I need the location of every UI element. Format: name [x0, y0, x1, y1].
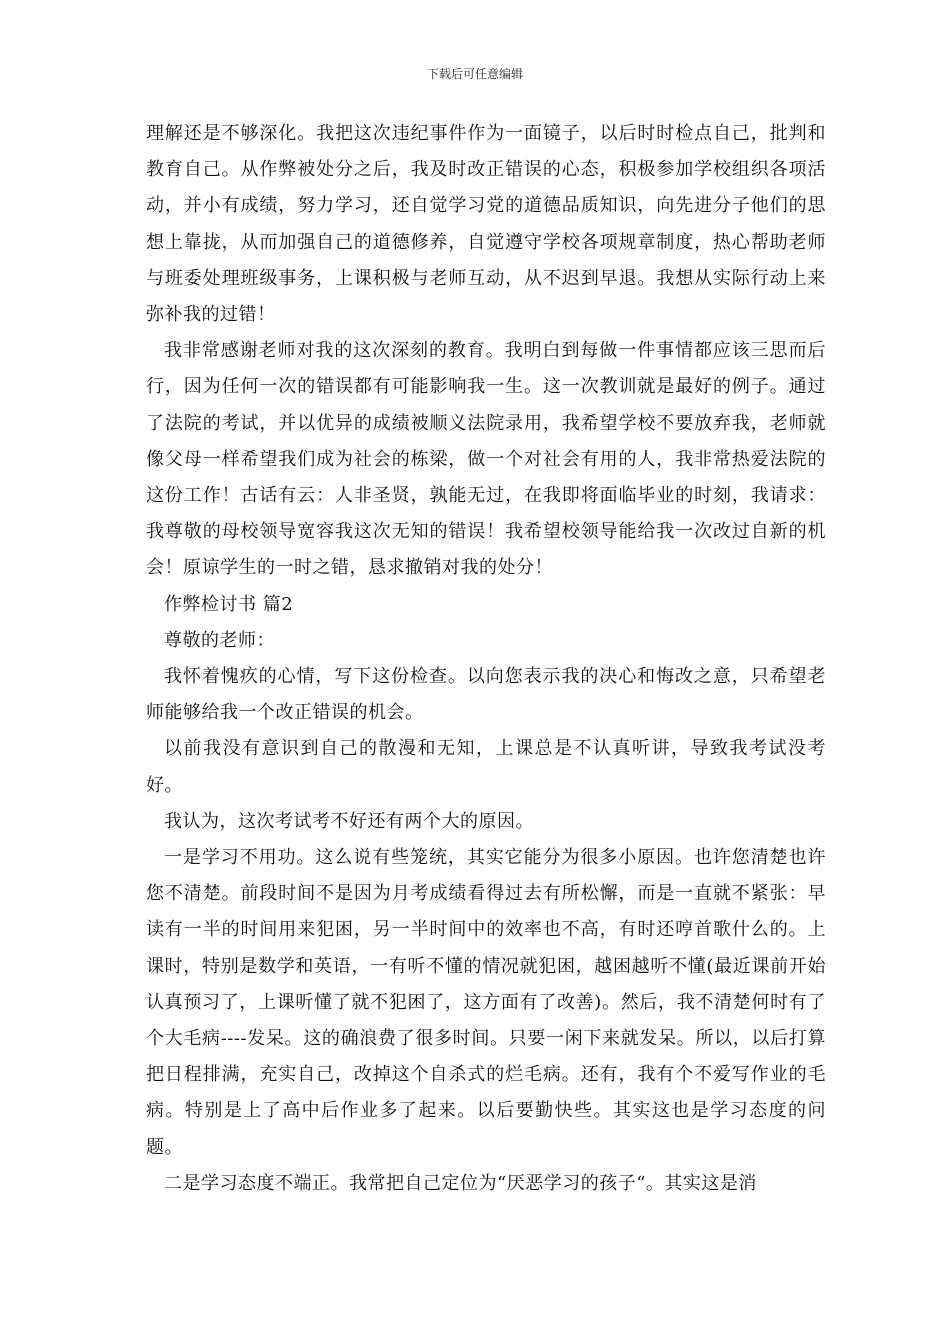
paragraph-6: 一是学习不用功。这么说有些笼统，其实它能分为很多小原因。也许您清楚也许您不清楚。前段时间不是因为月考成绩看得过去有所松懈，而是一直就不紧张：早读有一半的时间用来犯困，另一半时间中的效率也不高，有时还哼首歌什么的。上课时，特别是数学和英语，一有听不懂的情况就犯困，越困越听不懂(最近课前开始认真预习了，上课听懂了就不犯困了，这方面有了改善)。然后，我不清楚何时有了个大毛病----发呆。这的确浪费了很多时间。只要一闲下来就发呆。所以，以后打算把日程排满，充实自己，改掉这个自杀式的烂毛病。还有，我有个不爱写作业的毛病。特别是上了高中后作业多了起来。以后要勤快些。其实这也是学习态度的问题。 — [146, 847, 826, 1158]
paragraph-1: 理解还是不够深化。我把这次违纪事件作为一面镜子，以后时时检点自己，批判和教育自己。从作弊被处分之后，我及时改正错误的心态，积极参加学校组织各项活动，并小有成绩，努力学习，还自觉学习党的道德品质知识，向先进分子他们的思想上靠拢，从而加强自己的道德修养，自觉遵守学校各项规章制度，热心帮助老师与班委处理班级事务，上课积极与老师互动，从不迟到早退。我想从实际行动上来弥补我的过错！ — [146, 123, 826, 326]
paragraph-2: 我非常感谢老师对我的这次深刻的教育。我明白到每做一件事情都应该三思而后行，因为任何一次的错误都有可能影响我一生。这一次教训就是最好的例子。通过了法院的考试，并以优异的成绩被顺义法院录用，我希望学校不要放弃我，老师就像父母一样希望我们成为社会的栋梁，做一个对社会有用的人，我非常热爱法院的这份工作！古话有云：人非圣贤，孰能无过，在我即将面临毕业的时刻，我请求：我尊敬的母校领导宽容我这次无知的错误！我希望校领导能给我一次改过自新的机会！原谅学生的一时之错，恳求撤销对我的处分！ — [146, 340, 826, 579]
section-title: 作弊检讨书 篇2 — [164, 593, 294, 615]
document-body — [146, 116, 826, 1202]
paragraph-7: 二是学习态度不端正。我常把自己定位为“厌恶学习的孩子“。其实这是消 — [164, 1172, 757, 1194]
paragraph-3: 我怀着愧疚的心情，写下这份检查。以向您表示我的决心和悔改之意，只希望老师能够给我一个改正错误的机会。 — [146, 666, 826, 724]
paragraph-4: 以前我没有意识到自己的散漫和无知，上课总是不认真听讲，导致我考试没考好。 — [146, 738, 826, 796]
paragraph-5: 我认为，这次考试考不好还有两个大的原因。 — [164, 810, 534, 832]
page-header-note: 下载后可任意编辑 — [426, 67, 523, 81]
salutation: 尊敬的老师： — [164, 629, 275, 651]
